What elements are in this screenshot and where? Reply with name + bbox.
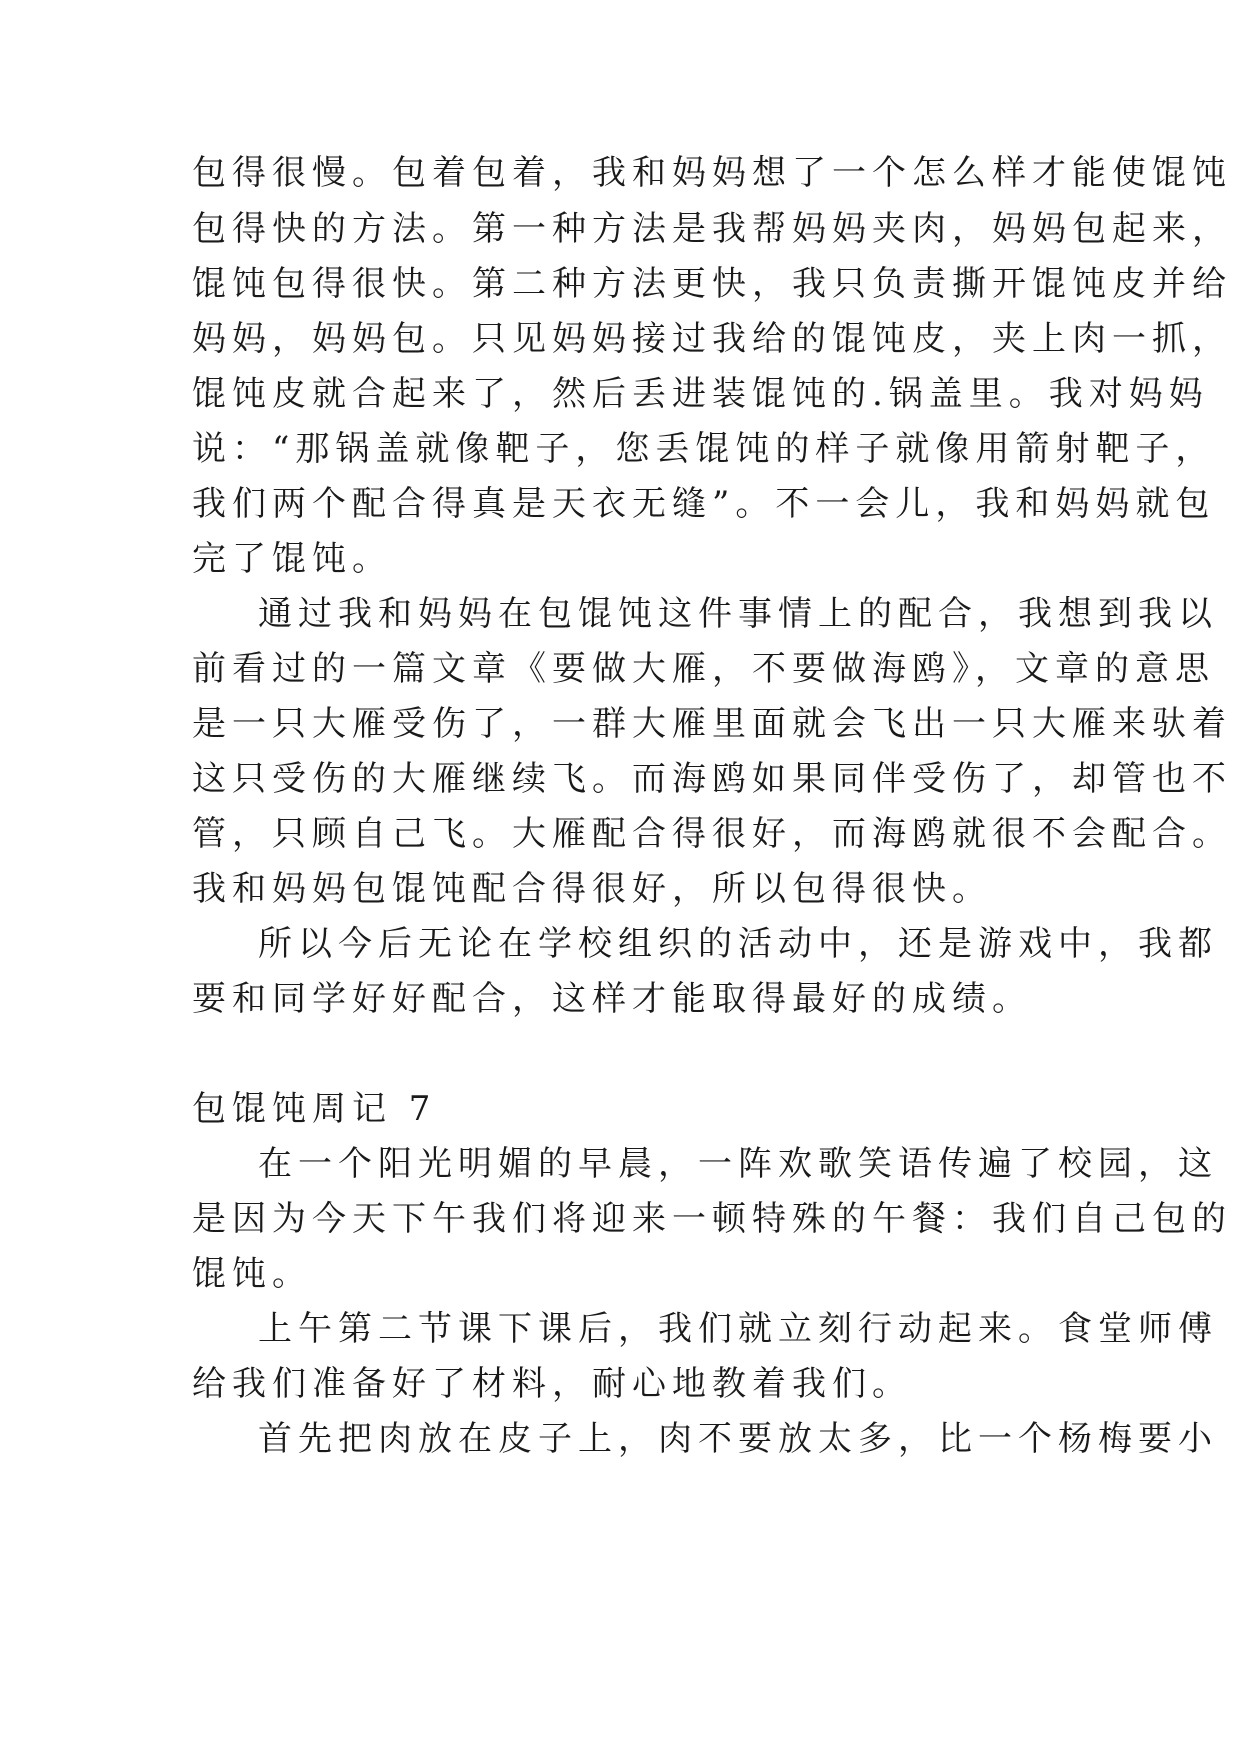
- text-line: 包得快的方法。第一种方法是我帮妈妈夹肉，妈妈包起来，: [192, 209, 1232, 249]
- paragraph-start-line: 通过我和妈妈在包馄饨这件事情上的配合，我想到我以: [258, 594, 1218, 634]
- paragraph-start-line: 所以今后无论在学校组织的活动中，还是游戏中，我都: [258, 924, 1218, 964]
- text-line: 说：“那锅盖就像靶子，您丢馄饨的样子就像用箭射靶子，: [192, 429, 1216, 469]
- section-title: 包馄饨周记 7: [192, 1089, 437, 1129]
- text-line: 馄饨。: [192, 1254, 312, 1294]
- text-line: 前看过的一篇文章《要做大雁，不要做海鸥》，文章的意思: [192, 649, 1215, 689]
- text-line: 要和同学好好配合，这样才能取得最好的成绩。: [192, 979, 1032, 1019]
- text-line: 馄饨皮就合起来了，然后丢进装馄饨的.锅盖里。我对妈妈: [192, 374, 1209, 414]
- paragraph-start-line: 上午第二节课下课后，我们就立刻行动起来。食堂师傅: [258, 1309, 1218, 1349]
- text-line: 这只受伤的大雁继续飞。而海鸥如果同伴受伤了，却管也不: [192, 759, 1232, 799]
- text-line: 是一只大雁受伤了，一群大雁里面就会飞出一只大雁来驮着: [192, 704, 1232, 744]
- text-line: 是因为今天下午我们将迎来一顿特殊的午餐：我们自己包的: [192, 1199, 1232, 1239]
- text-line: 馄饨包得很快。第二种方法更快，我只负责撕开馄饨皮并给: [192, 264, 1232, 304]
- paragraph-start-line: 在一个阳光明媚的早晨，一阵欢歌笑语传遍了校园，这: [258, 1144, 1218, 1184]
- text-line: 包得很慢。包着包着，我和妈妈想了一个怎么样才能使馄饨: [192, 153, 1232, 193]
- text-line: 给我们准备好了材料，耐心地教着我们。: [192, 1364, 912, 1404]
- text-line: 妈妈，妈妈包。只见妈妈接过我给的馄饨皮，夹上肉一抓，: [192, 319, 1232, 359]
- text-line: 我们两个配合得真是天衣无缝”。不一会儿，我和妈妈就包: [192, 484, 1216, 524]
- text-line: 管，只顾自己飞。大雁配合得很好，而海鸥就很不会配合。: [192, 814, 1232, 854]
- paragraph-start-line: 首先把肉放在皮子上，肉不要放太多，比一个杨梅要小: [258, 1419, 1218, 1459]
- text-line: 我和妈妈包馄饨配合得很好，所以包得很快。: [192, 869, 992, 909]
- text-line: 完了馄饨。: [192, 539, 392, 579]
